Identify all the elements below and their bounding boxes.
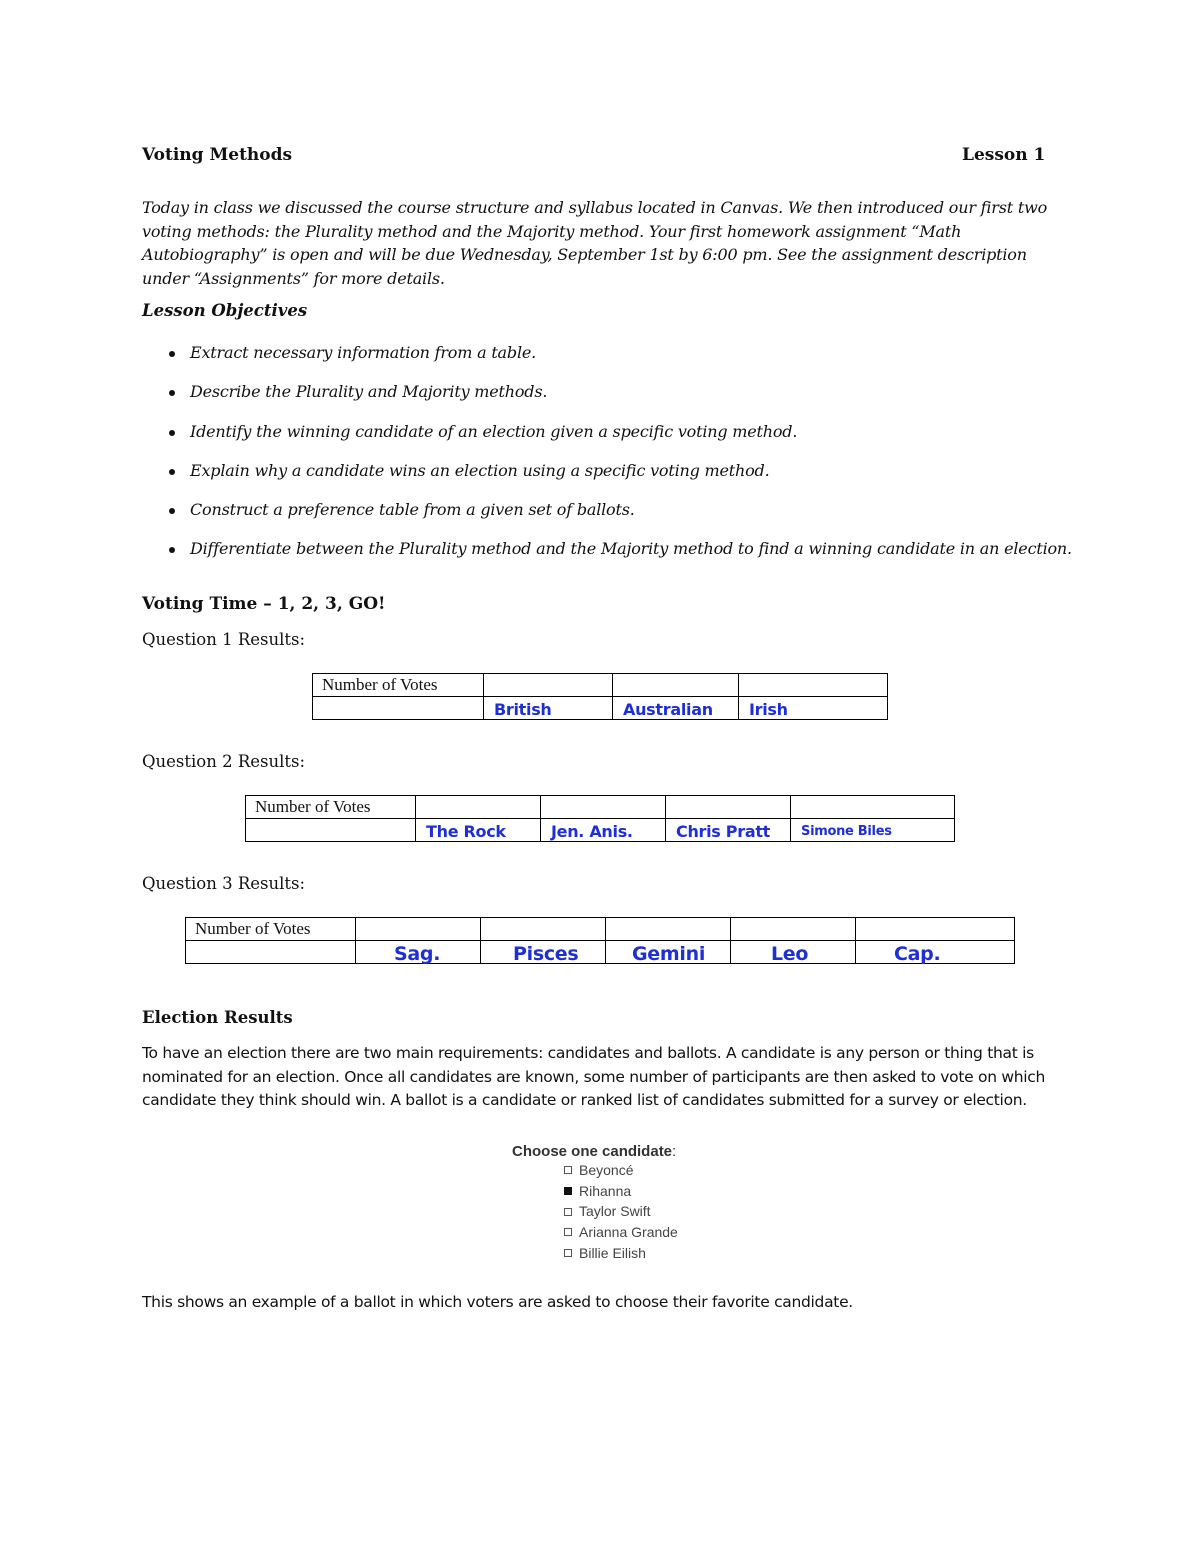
objective-item: Explain why a candidate wins an election using a specific voting method. xyxy=(162,461,1072,500)
candidate-cell: Cap. xyxy=(856,941,1015,964)
intro-paragraph: Today in class we discussed the course structure and syllabus located in Canvas. We then introduced our first two voting methods: the Plurality method and the Majority method. Your first homework assignment “Math Autobiography” is open and will be due Wednesday, September 1st by 6:00 pm. See the assignment description under “Assignments” for more details. xyxy=(142,198,1048,288)
question-1-label: Question 1 Results: xyxy=(142,630,306,649)
ballot-option[interactable] xyxy=(564,1160,678,1181)
ballot-title-text: Choose one candidate xyxy=(512,1143,673,1160)
candidate-cell: Simone Biles xyxy=(791,819,955,842)
vote-count-cell xyxy=(666,796,791,819)
candidate-cell: Chris Pratt xyxy=(666,819,791,842)
election-results-heading: Election Results xyxy=(142,1008,293,1027)
candidate-cell: The Rock xyxy=(416,819,541,842)
objective-item: Construct a preference table from a given set of ballots. xyxy=(162,500,1072,539)
vote-count-cell xyxy=(484,674,613,697)
question-3-label: Question 3 Results: xyxy=(142,874,306,893)
vote-count-cell xyxy=(856,918,1015,941)
number-of-votes-label: Number of Votes xyxy=(246,796,416,819)
question-2-table xyxy=(245,795,955,842)
number-of-votes-label: Number of Votes xyxy=(313,674,484,697)
vote-count-cell xyxy=(356,918,481,941)
ballot-option-label: Billie Eilish xyxy=(579,1244,646,1261)
ballot-caption: This shows an example of a ballot in which voters are asked to choose their favorite candidate. xyxy=(142,1293,853,1311)
ballot-option[interactable] xyxy=(564,1222,678,1243)
number-of-votes-label: Number of Votes xyxy=(186,918,356,941)
candidate-cell: British xyxy=(484,697,613,720)
objective-item: Identify the winning candidate of an election given a specific voting method. xyxy=(162,422,1072,461)
candidate-cell: Australian xyxy=(613,697,739,720)
vote-count-cell xyxy=(481,918,606,941)
ballot-example xyxy=(512,1143,678,1263)
objective-item: Differentiate between the Plurality method and the Majority method to find a winning candidate in an election. xyxy=(162,539,1072,578)
checkbox-icon[interactable] xyxy=(564,1249,572,1257)
objectives-list xyxy=(162,343,1072,579)
ballot-option-label: Arianna Grande xyxy=(579,1224,678,1241)
checkbox-icon[interactable] xyxy=(564,1208,572,1216)
voting-time-heading: Voting Time – 1, 2, 3, GO! xyxy=(142,594,386,614)
ballot-option[interactable] xyxy=(564,1243,678,1264)
ballot-option[interactable] xyxy=(564,1181,678,1202)
candidate-cell: Irish xyxy=(739,697,888,720)
ballot-option[interactable] xyxy=(564,1201,678,1222)
vote-count-cell xyxy=(731,918,856,941)
election-results-paragraph: To have an election there are two main requirements: candidates and ballots. A candidate is any person or thing that is nominated for an election. Once all candidates are known, some number of participants are then asked to vote on which candidate they think should win. A ballot is a candidate or ranked list of candidates submitted for a survey or election. xyxy=(142,1044,1045,1109)
ballot-option-label: Rihanna xyxy=(579,1182,632,1199)
candidate-cell: Leo xyxy=(731,941,856,964)
lesson-number: Lesson 1 xyxy=(962,145,1046,165)
vote-count-cell xyxy=(541,796,666,819)
empty-cell xyxy=(246,819,416,842)
question-1-table xyxy=(312,673,888,720)
ballot-title xyxy=(512,1143,678,1160)
candidate-cell: Sag. xyxy=(356,941,481,964)
objectives-heading: Lesson Objectives xyxy=(142,301,308,320)
ballot-option-label: Beyoncé xyxy=(579,1162,634,1178)
ballot-options xyxy=(512,1160,678,1263)
objective-item: Extract necessary information from a table. xyxy=(162,343,1072,382)
checkbox-icon[interactable] xyxy=(564,1166,572,1174)
document-title: Voting Methods xyxy=(142,145,293,165)
ballot-option-label: Taylor Swift xyxy=(579,1203,651,1220)
checkbox-checked-icon[interactable] xyxy=(564,1187,572,1195)
objective-item: Describe the Plurality and Majority methods. xyxy=(162,382,1072,421)
vote-count-cell xyxy=(606,918,731,941)
vote-count-cell xyxy=(416,796,541,819)
question-3-table xyxy=(185,917,1015,964)
checkbox-icon[interactable] xyxy=(564,1228,572,1236)
vote-count-cell xyxy=(739,674,888,697)
vote-count-cell xyxy=(791,796,955,819)
question-2-label: Question 2 Results: xyxy=(142,752,306,771)
empty-cell xyxy=(186,941,356,964)
candidate-cell: Gemini xyxy=(606,941,731,964)
candidate-cell: Jen. Anis. xyxy=(541,819,666,842)
vote-count-cell xyxy=(613,674,739,697)
empty-cell xyxy=(313,697,484,720)
ballot-title-colon: : xyxy=(672,1143,677,1160)
candidate-cell: Pisces xyxy=(481,941,606,964)
